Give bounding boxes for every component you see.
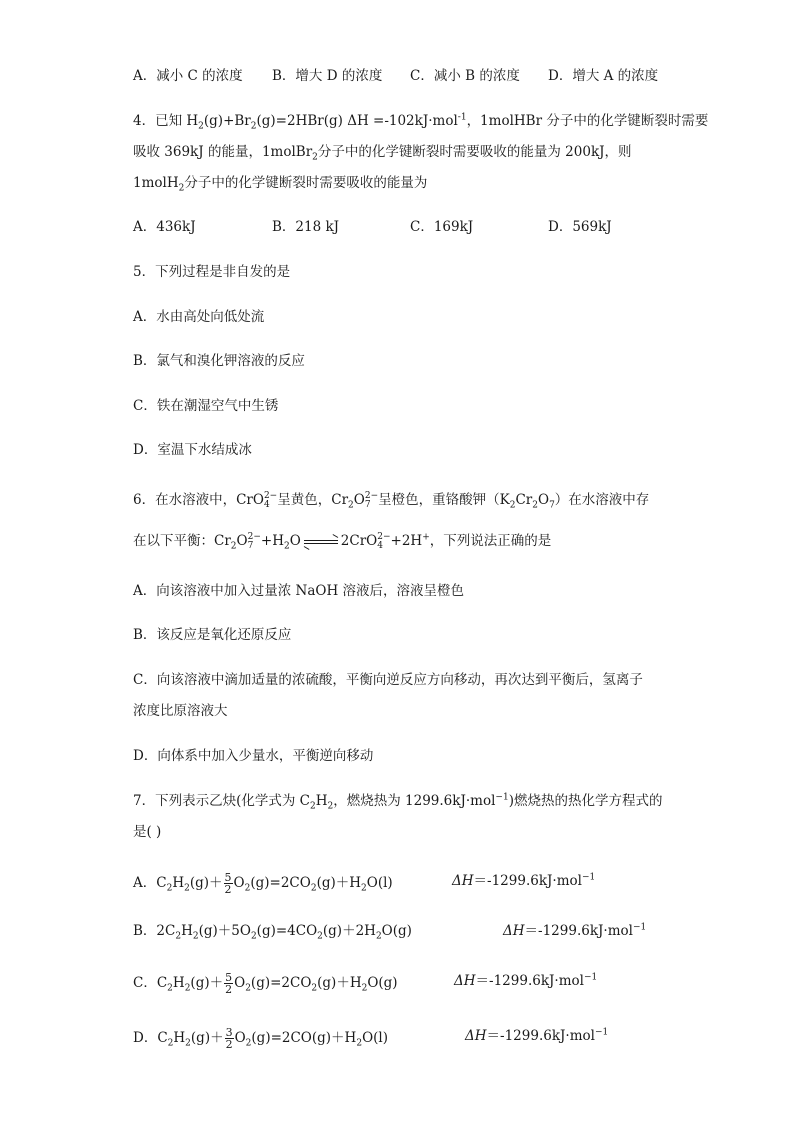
q7-option-b-enthalpy: ΔH＝-1299.6kJ·mol$^{-1}$ <box>503 922 647 939</box>
q6-option-a: A．向该溶液中加入过量浓 NaOH 溶液后，溶液呈橙色 <box>133 583 465 599</box>
q4-option-c: C．169kJ <box>410 219 474 235</box>
q4-option-a: A．436kJ <box>133 219 196 235</box>
q3-option-d: D．增大 A 的浓度 <box>548 68 659 84</box>
equilibrium-arrow-icon <box>304 538 338 546</box>
q7-option-c: C．$C_2H_2(g)+$ $\frac{5}{2}$ $O_2(g)=2CO_2(g)+H_2O(g)$ <box>133 971 398 996</box>
q7-option-d: D．$C_2H_2(g)+$ $\frac{3}{2}$ $O_2(g)=2CO(g)+H_2O(l)$ <box>133 1026 388 1051</box>
fraction: $\frac{3}{2}$ <box>225 1026 233 1051</box>
q5-stem: 5．下列过程是非自发的是 <box>133 264 291 280</box>
q3-option-c: C．减小 B 的浓度 <box>410 68 520 84</box>
q3-option-a: A．减小 C 的浓度 <box>133 68 243 84</box>
q6-stem-line2: 在以下平衡：$Cr_2O$ 2− 7 $+H_2O$ 2CrO 2− 4 +2H+，下列说法正确的是 <box>133 531 552 552</box>
q7-option-a: A．$C_2H_2(g)+$ $\frac{5}{2}$ $O_2(g)=2CO_2(g)+H_2O(l)$ <box>133 871 393 896</box>
q7-option-d-enthalpy: ΔH＝-1299.6kJ·mol$^{-1}$ <box>465 1027 609 1044</box>
q7-stem-line2: 是( ) <box>133 824 162 840</box>
q6-option-c: C．向该溶液中滴加适量的浓硫酸，平衡向逆反应方向移动，再次达到平衡后，氢离子 <box>133 672 643 688</box>
q5-option-b: B．氯气和溴化钾溶液的反应 <box>133 353 305 369</box>
q3-option-b: B．增大 D 的浓度 <box>272 68 383 84</box>
q7-option-a-enthalpy: ΔH＝-1299.6kJ·mol$^{-1}$ <box>452 872 596 889</box>
q6-option-c-cont: 浓度比原溶液大 <box>133 703 228 719</box>
q6-option-b: B．该反应是氧化还原反应 <box>133 627 292 643</box>
fraction: $\frac{5}{2}$ <box>225 971 233 996</box>
q7-option-b: B．$2C_2H_2(g)+5O_2(g)=4CO_2(g)+2H_2O(g)$ <box>133 923 412 942</box>
q4-stem-line3: 1molH$_2$分子中的化学键断裂时需要吸收的能量为 <box>133 175 428 194</box>
q5-option-d: D．室温下水结成冰 <box>133 442 252 458</box>
q4-stem-line2: 吸收 369kJ 的能量，1molBr$_2$分子中的化学键断裂时需要吸收的能量为 200kJ，则 <box>133 144 632 163</box>
q7-stem-line1: 7．下列表示乙炔(化学式为 $C_2H_2$，燃烧热为 1299.6kJ·mol$^{-1}$)燃烧热的热化学方程式的 <box>133 792 663 812</box>
q6-option-d: D．向体系中加入少量水，平衡逆向移动 <box>133 748 374 764</box>
q4-option-b: B．218 kJ <box>272 219 340 235</box>
q4-stem-line1: 4．已知 $H_2(g)+Br_2(g)=2HBr(g)$ ΔH =-102kJ·mol$^{-1}$，1molHBr 分子中的化学键断裂时需要 <box>133 112 709 132</box>
q4-option-d: D．569kJ <box>548 219 612 235</box>
q5-option-c: C．铁在潮湿空气中生锈 <box>133 398 279 414</box>
q7-option-c-enthalpy: ΔH＝-1299.6kJ·mol$^{-1}$ <box>454 972 598 989</box>
q5-option-a: A．水由高处向低处流 <box>133 309 265 325</box>
fraction: $\frac{5}{2}$ <box>224 871 232 896</box>
q6-stem-line1: 6．在水溶液中，CrO 2− 4 呈黄色，$Cr_2O$ 2− 7 呈橙色，重铬酸钾$(K_2Cr_2O_7)$在水溶液中存 <box>133 490 650 511</box>
